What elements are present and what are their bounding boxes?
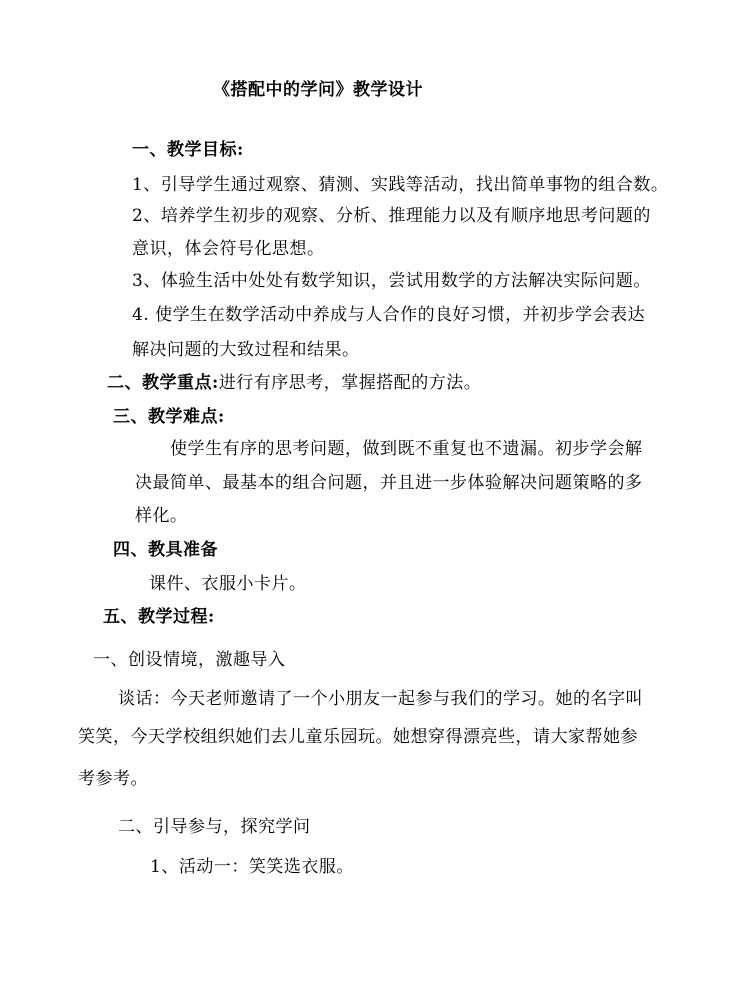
key-points-row [107,372,481,394]
objective-line: 4. 使学生在数学活动中养成与人合作的良好习惯，并初步学会表达 [132,305,646,325]
difficulties-line: 决最简单、最基本的组合问题，并且进一步体验解决问题策略的多 [135,473,643,493]
process-paragraph-line: 考参考。 [78,769,148,789]
objective-line: 3、体验生活中处处有数学知识，尝试用数学的方法解决实际问题。 [132,271,651,291]
difficulties-line: 样化。 [135,506,188,526]
objective-line: 解决问题的大致过程和结果。 [132,340,360,360]
section-heading-objectives: 一、教学目标: [132,140,244,160]
process-paragraph-line: 谈话：今天老师邀请了一个小朋友一起参与我们的学习。她的名字叫 [118,689,643,709]
section-heading-difficulties: 三、教学难点: [113,407,225,427]
teaching-aids-text: 课件、衣服小卡片。 [149,574,307,594]
document-title: 《搭配中的学问》教学设计 [213,80,423,100]
section-heading-process: 五、教学过程: [103,607,215,627]
objective-line: 意识，体会符号化思想。 [132,239,325,259]
section-heading-teaching-aids: 四、教具准备 [113,540,218,560]
key-points-text: 进行有序思考，掌握搭配的方法。 [218,373,482,393]
activity-line: 1、活动一：笑笑选衣服。 [150,857,354,877]
process-paragraph-line: 笑笑，今天学校组织她们去儿童乐园玩。她想穿得漂亮些，请大家帮她参 [78,727,638,747]
process-part-heading: 二、引导参与，探究学问 [118,817,311,837]
objective-line: 2、培养学生初步的观察、分析、推理能力以及有顺序地思考问题的 [132,206,651,226]
difficulties-line: 使学生有序的思考问题，做到既不重复也不遗漏。初步学会解 [170,439,643,459]
objective-line: 1、引导学生通过观察、猜测、实践等活动，找出简单事物的组合数。 [132,175,669,195]
section-heading-key-points: 二、教学重点: [107,373,219,393]
process-part-heading: 一、创设情境，激趣导入 [93,650,286,670]
